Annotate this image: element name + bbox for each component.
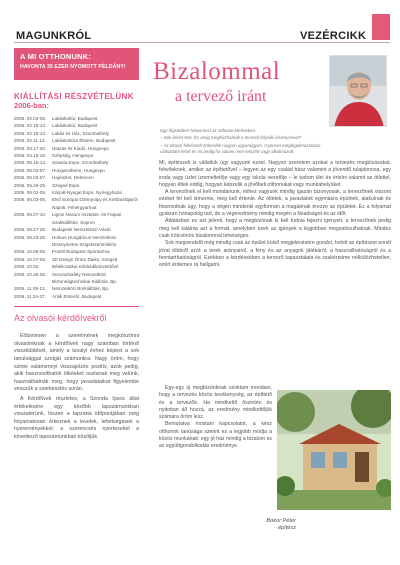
exhibition-place: Lakás és Ház, Szombathely bbox=[52, 130, 109, 136]
exhibition-date: 2006. 05.03-07. bbox=[14, 175, 47, 181]
exhibition-row bbox=[14, 285, 139, 292]
page-header bbox=[0, 0, 400, 44]
exhibition-date: 2006. 05.03-07. bbox=[14, 167, 47, 173]
exhibition-date: 2006. 02.10-13. bbox=[14, 123, 47, 129]
author-portrait bbox=[329, 55, 387, 127]
article-body bbox=[159, 160, 391, 269]
exhibition-row bbox=[14, 196, 139, 211]
article-title: Bizalommal bbox=[153, 58, 281, 85]
body-paragraph: Bemutatva mostani kapcsolatot, a kész otthonok tanúsága szerint ez a legjobb módja a közös munkának: egy jó ház mindig a bizalom és az együttgondolkodás eredménye. bbox=[159, 421, 272, 450]
exhibition-place: Antik Enteriőr, Budapest bbox=[52, 293, 102, 299]
intro-line: – Sok kérlet test, És amig meghúzhatnák a tervező folyóiló érvénysével? bbox=[160, 135, 302, 141]
house-photo bbox=[277, 390, 391, 510]
exhibition-row bbox=[14, 137, 139, 144]
exhibition-date: 2006. 11.09-13. bbox=[14, 286, 46, 292]
accent-square bbox=[372, 14, 390, 40]
exhibition-date: 2006. 02.10-13. bbox=[14, 130, 47, 136]
exhibition-row bbox=[14, 271, 139, 286]
body-paragraph: Átlátásban ez azt jelenti, hogy a megbízónak ki kell tudnia fejezni igényeit, a tervezőnek pedig meg kell találnia azt a formát, amelyben ezek az igények a legjobban megvalósulhatnak. Mindez csak kölcsönös bizalommal lehetséges. bbox=[159, 218, 391, 239]
exhibitions-list bbox=[14, 115, 139, 300]
exhibition-row bbox=[14, 211, 139, 226]
exhibition-place: Lakáskultúr, Budapest bbox=[52, 123, 98, 129]
exhibition-date: 2006. 11.24-27. bbox=[14, 293, 46, 299]
exhibition-place: Lakáskultúra Életem, Budapest bbox=[52, 138, 116, 144]
exhibition-place: Pontél Budapest Sportaréna bbox=[52, 249, 110, 255]
section-label-left: MAGUNKRÓL bbox=[16, 30, 92, 42]
exhibition-place: Első Európai Dizsnyolpy és Kertbarátjairól Napok, Fehérgyarmat bbox=[52, 197, 138, 210]
exhibition-place: Nemzetközi Borkiállítás, Bp. bbox=[52, 286, 110, 292]
article-subtitle: a tervező iránt bbox=[175, 88, 267, 105]
body-paragraph: Egy-egy új megbízónknak szoktam mondani, hogy a tervezés közös tevékenység, az építtető és a tervezőé. Ha mindkettő őszintén és nyitottan áll hozzá, az eredmény mindkettőjük számára öröm lesz. bbox=[159, 385, 272, 421]
exhibition-place: Kárpát-Nyugat Expo, Nyíregyháza bbox=[52, 190, 122, 196]
exhibition-date: 2006. 10.02. bbox=[14, 264, 40, 270]
forum-paragraph: A Kérdőívek részletes, a Szonda Ipsos által értékelésére egy később lapszámunkban visszatérünk, hiszen a lapzárta időpontjában még folyamatosan érkeznek a levelek, lehetségesek a nyereményekkel: a szerencsés nyerteseket a következő lapszámunkban közöljük. bbox=[14, 395, 139, 440]
exhibitions-year: 2006-ban: bbox=[14, 101, 50, 110]
exhibition-row bbox=[14, 130, 139, 137]
exhibition-row bbox=[14, 256, 139, 263]
exhibition-place: Lignin Nosum Asztalos- és Faipari Szakkiállítás, Sopron bbox=[52, 212, 122, 225]
exhibition-row bbox=[14, 293, 139, 300]
exhibition-place: Savaria Expo, Szombathely bbox=[52, 160, 109, 166]
exhibition-row bbox=[14, 189, 139, 196]
exhibitions-heading: KIÁLLÍTÁSI RÉSZVÉTELÜNK bbox=[14, 92, 134, 101]
exhibition-date: 2006. 09.07-10. bbox=[14, 212, 47, 218]
author-role: építész bbox=[277, 525, 296, 531]
exhibition-date: 2006. 04.15-16. bbox=[14, 153, 47, 159]
exhibition-date: 2006. 10.07-09. bbox=[14, 256, 47, 262]
exhibition-date: 2006. 10.25-28. bbox=[14, 271, 47, 277]
exhibition-row bbox=[14, 226, 139, 233]
exhibition-place: Szeged Expo bbox=[52, 182, 80, 188]
section-label-right: VEZÉRCIKK bbox=[300, 30, 367, 42]
exhibition-row bbox=[14, 248, 139, 255]
circulation-banner-title: A MI OTTHONUNK: bbox=[20, 52, 92, 61]
author-name: Bokor Péter bbox=[266, 518, 296, 524]
exhibition-date: 2006. 06.03-06. bbox=[14, 197, 47, 203]
article-lower bbox=[159, 385, 391, 555]
section-divider bbox=[14, 306, 139, 307]
body-paragraph: Mi, építészek is vállaltuk úgy vagyunk ezzel. Nagyon szeretem azokat a tervezés megbízásokat, fekvőeknek, amikor az építtetővel – legyen az egy család hász valamint a jövendő tulajdonosa, egy iroda vagy üzlet üzemeltetője vagy egy iskola vezetője – le tudom ülni és érlelni valamit az ötlettel, hogyan éltek eddig, hogyan képzelik a jövőbeli otthonukat vagy munkahelyüket. bbox=[159, 160, 391, 188]
exhibition-place: Budapesti Nemzetközi Vásár bbox=[52, 227, 111, 233]
exhibition-row bbox=[14, 115, 139, 122]
article-intro bbox=[160, 128, 322, 156]
exhibition-place: Szépség, Hungexpo bbox=[52, 153, 94, 159]
exhibition-date: 2006. 06.02-05. bbox=[14, 190, 47, 196]
circulation-banner-text: HAVONTA 35 EZER NYOMOTT PÉLDÁNY! bbox=[20, 64, 126, 70]
exhibition-row bbox=[14, 152, 139, 159]
author-signature bbox=[246, 518, 296, 532]
exhibition-date: 2006. 10.06-08. bbox=[14, 249, 47, 255]
exhibition-date: 2006. 09.23-25. bbox=[14, 234, 47, 240]
exhibition-place: Hajóüzlet, Debrecen bbox=[52, 175, 94, 181]
exhibition-date: 2006. 02.03-05. bbox=[14, 116, 47, 121]
exhibition-place: Hungarotherm, Hungexpo bbox=[52, 167, 105, 173]
circulation-banner bbox=[14, 48, 139, 80]
exhibition-row bbox=[14, 122, 139, 129]
body-paragraph: Sok megrendelő még mindig csak az épület külső megjelenésére gondol, holott az építészet ennél jóval többről szól: a terek arányairól, a fény és az anyagok játékáról, a használhatóságról és a fenntarthatóságról. Ezekben a kérdésekben a tervező tapasztalata és szakértelme nélkülözhetetlen, ezért érdemes rá hallgatni. bbox=[159, 240, 391, 269]
exhibition-place: Horkus Hungáricus Nemzetközi Dizsnyinetes Szigetszentmiklós bbox=[52, 234, 117, 247]
exhibition-place: Bélelicsatkai Kilobédiközvetítővé bbox=[52, 264, 119, 270]
exhibition-row bbox=[14, 263, 139, 270]
header-divider bbox=[14, 42, 390, 43]
intro-line: Egy lógsebben Newsroncl az otthonai kéréseben. bbox=[160, 128, 257, 133]
exhibition-row bbox=[14, 145, 139, 152]
lower-text bbox=[159, 385, 272, 451]
exhibition-row bbox=[14, 159, 139, 166]
forum-paragraph: Előzetesen a szerelmének megkószönni olvasóinknak a kérdőívek nagy számban történő visszküldését, amely a tavalyi évhez képest a sok tanulsággal szolgál számunkra. Nagy öröm, hogy szinte valamennyi visszajelzés pozitív, azok pedig, akik hasznosíthatók ötleteket osztanak meg velünk, hasznáthatnák meg, hogy javaslataikat figyelembe vesszük a szerkesztés során. bbox=[14, 333, 139, 393]
exhibition-date: 2006. 05.26-29. bbox=[14, 182, 47, 188]
exhibition-place: 3D Design Öröm Daiko, Szeged bbox=[52, 256, 118, 262]
exhibition-date: 2006. 03.17-20. bbox=[14, 145, 47, 151]
left-column bbox=[14, 48, 139, 441]
exhibition-place: Utazás és Kiadó, Hungexpo bbox=[52, 145, 109, 151]
exhibition-row bbox=[14, 182, 139, 189]
exhibition-date: 2006. 05.15-14. bbox=[14, 160, 47, 166]
intro-line: – Az eltaszi felkészült önkerdék nagyon ugyanúgyon. Gyorsan megfogalmazásban változtatni lehet és mi pedig ha valami nem tetszett vagy alkalmazott. bbox=[160, 142, 321, 155]
body-paragraph: A tervezőnek el kell mondanunk, mihez vagyunk mindig igazán bizonyosak, a tervezőnek viszont ezeket fel kell ismernie, meg kell értenie. Az ötletek, a javaslatok egymásra épülnek, alakulnak és finomodnak úgy, hogy a végén mindenki egyformán a magáénak érezze az épületet. Ez a folyamat gyakran hónapokig tart, de a végeredmény mindig megéri a fáradságot és az időt. bbox=[159, 189, 391, 218]
exhibition-date: 2006. 09.17-25. bbox=[14, 227, 47, 233]
exhibition-row bbox=[14, 167, 139, 174]
exhibition-place: Secura/Safety Nemzetközi Biztonságtechnikai Kiállítás, Bp. bbox=[52, 271, 118, 284]
exhibition-row bbox=[14, 174, 139, 181]
exhibition-place: Lakáskultúr, Budapest bbox=[52, 116, 98, 121]
exhibition-date: 2006. 02.11-13. bbox=[14, 138, 46, 144]
exhibition-row bbox=[14, 234, 139, 249]
forum-heading: Az olvasói kérdőívekről bbox=[14, 313, 107, 324]
